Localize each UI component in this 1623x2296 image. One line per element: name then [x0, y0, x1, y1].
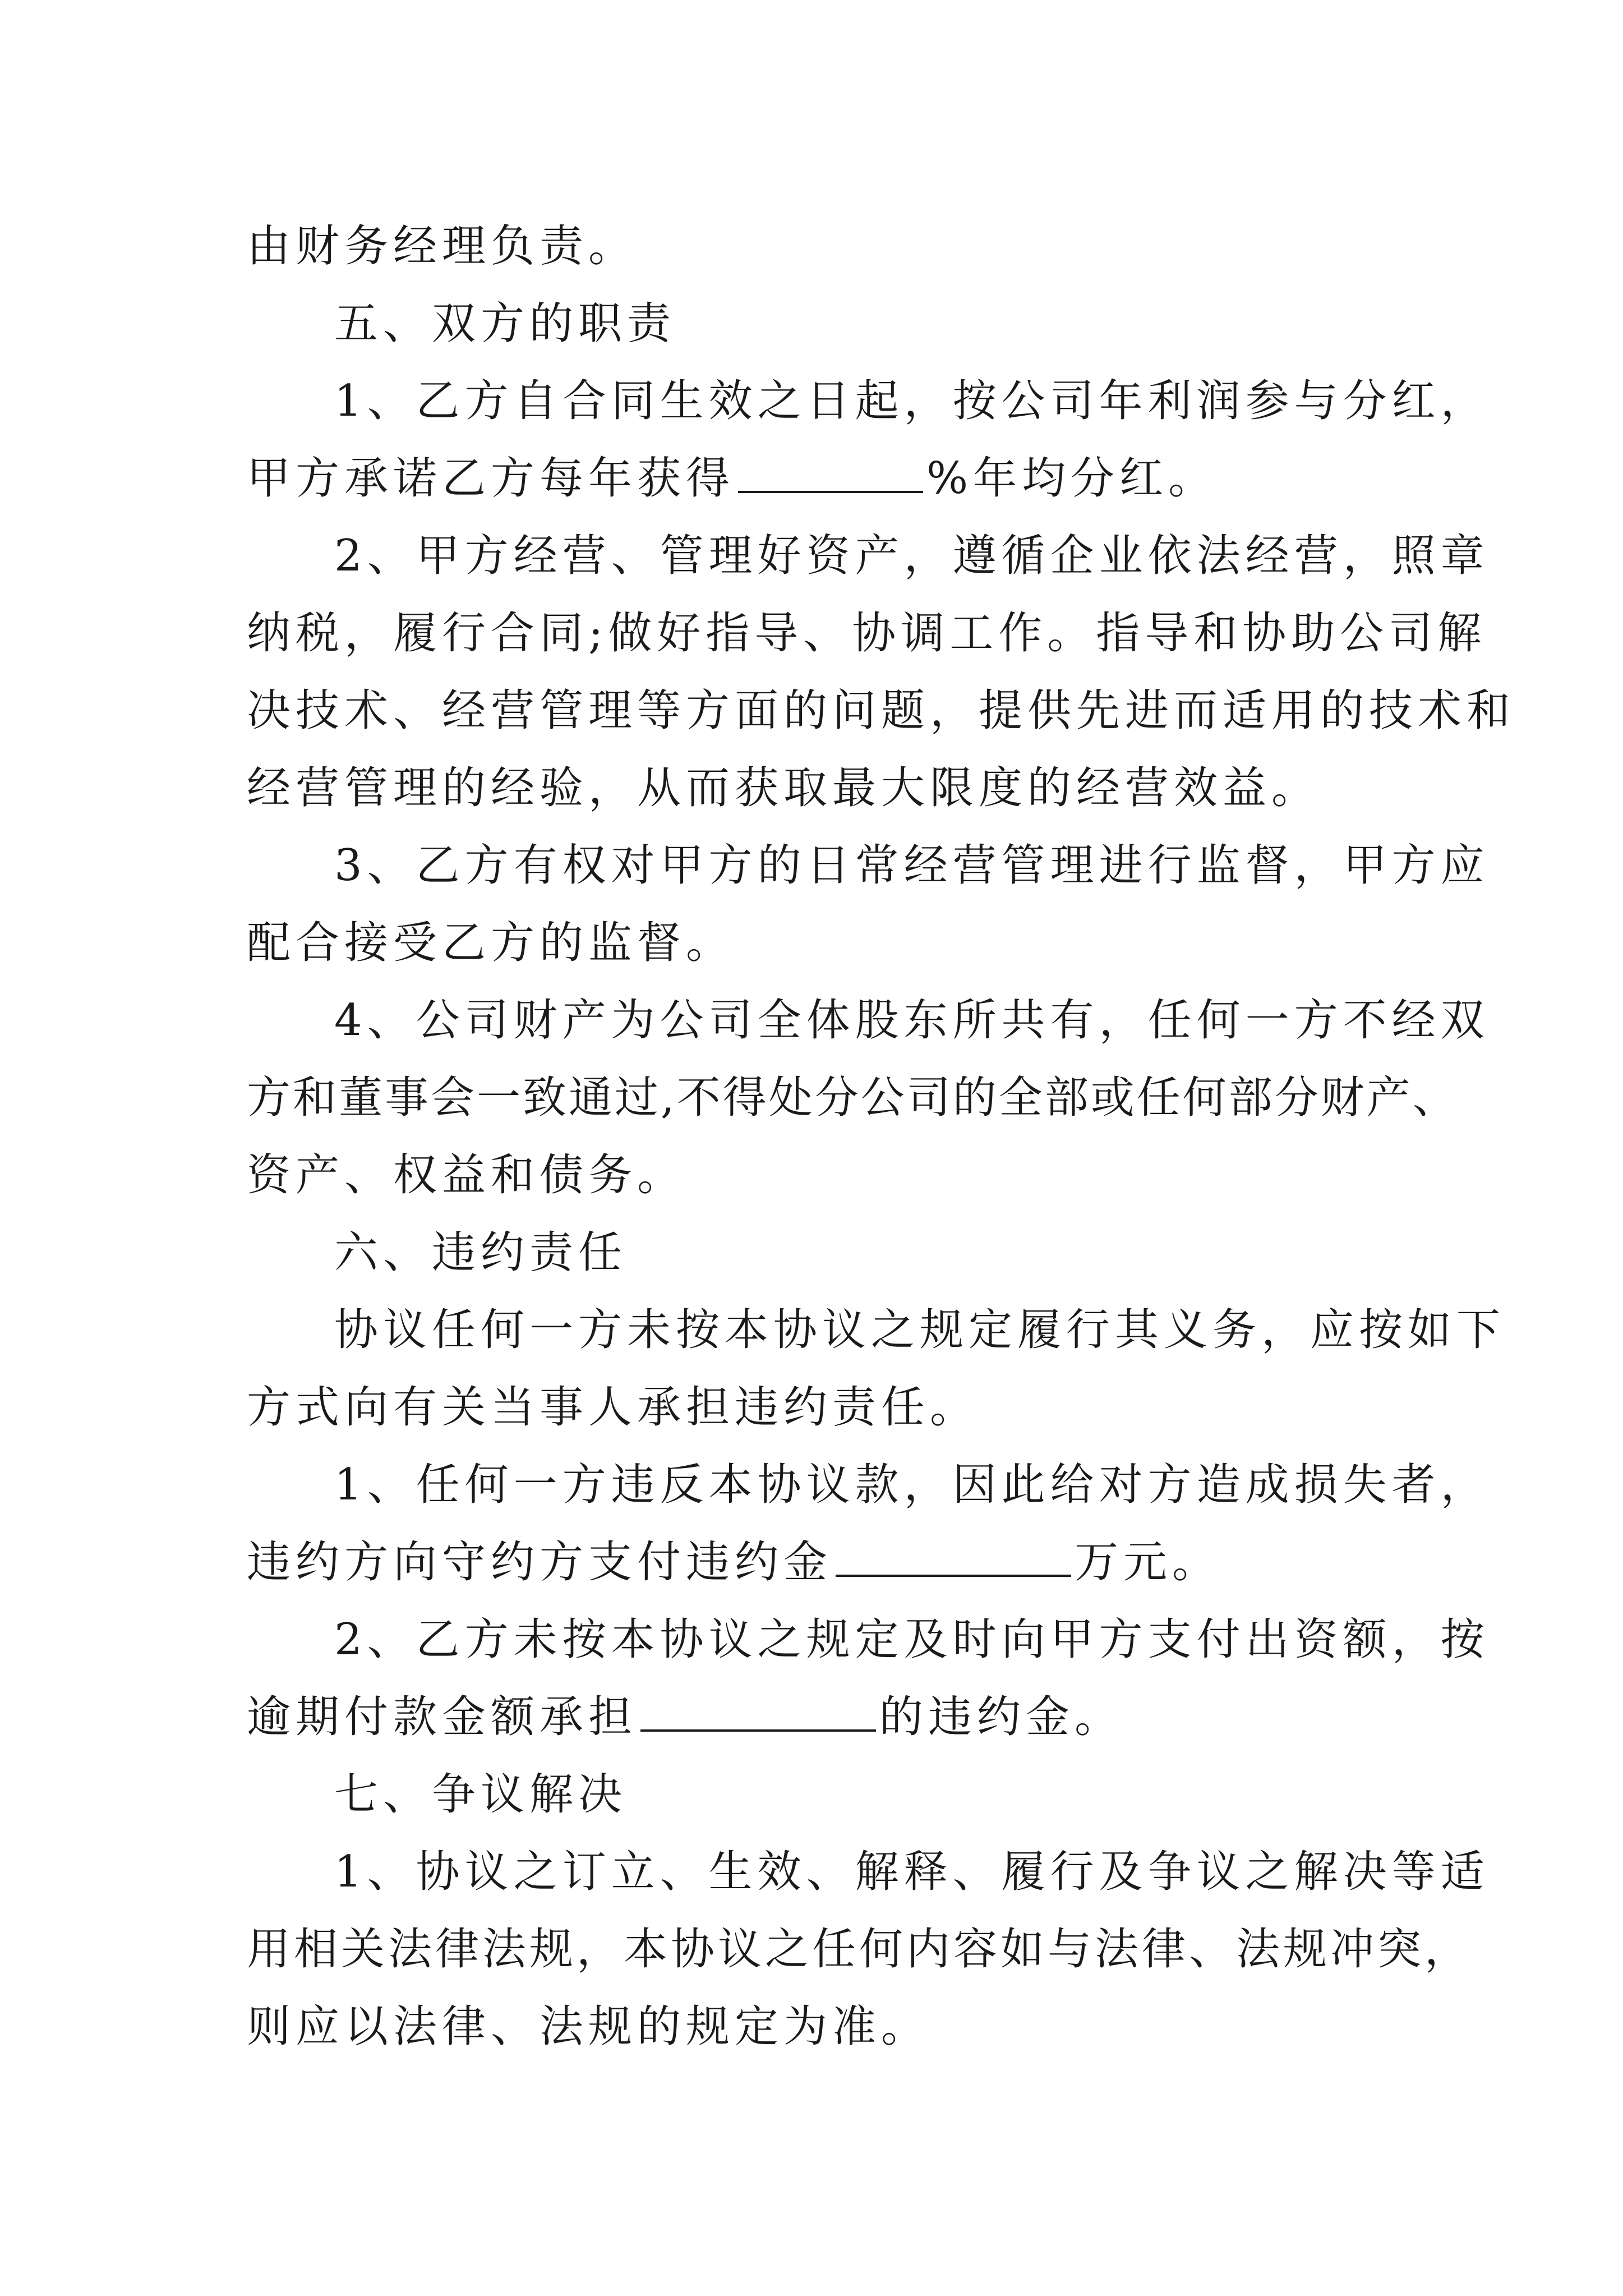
section-heading-dispute: 七、争议解决 — [334, 1769, 628, 1820]
paragraph-line: 配合接受乙方的监督。 — [247, 918, 735, 968]
paragraph-line-with-blank — [247, 1524, 1380, 1601]
text-segment: 万元。 — [1075, 1537, 1221, 1588]
document-body — [247, 208, 1516, 2065]
paragraph-line: 2、甲方经营、管理好资产，遵循企业依法经营，照章 — [334, 531, 1490, 581]
paragraph-line: 2、乙方未按本协议之规定及时向甲方支付出资额，按 — [334, 1614, 1490, 1665]
paragraph-line: 1、任何一方违反本协议款，因此给对方造成损失者， — [334, 1460, 1490, 1510]
text-segment: %年均分红。 — [926, 453, 1218, 504]
text-segment: 的违约金。 — [879, 1692, 1124, 1742]
paragraph-line: 4、公司财产为公司全体股东所共有，任何一方不经双 — [334, 995, 1490, 1046]
paragraph-line-with-blank — [247, 1678, 1380, 1756]
paragraph-line: 经营管理的经验，从而获取最大限度的经营效益。 — [247, 763, 1321, 813]
paragraph-line: 资产、权益和债务。 — [247, 1150, 686, 1200]
paragraph-line: 1、协议之订立、生效、解释、履行及争议之解决等适 — [334, 1847, 1490, 1897]
paragraph-line: 方式向有关当事人承担违约责任。 — [247, 1382, 979, 1433]
paragraph-line: 决技术、经营管理等方面的问题，提供先进而适用的技术和 — [247, 685, 1516, 736]
paragraph-line: 则应以法律、法规的规定为准。 — [247, 2001, 930, 2052]
fill-in-blank-penalty-amount[interactable] — [836, 1538, 1071, 1577]
text-segment: 甲方承诺乙方每年获得 — [247, 453, 735, 504]
text-segment: 逾期付款金额承担 — [247, 1692, 638, 1742]
paragraph-line: 用相关法律法规，本协议之任何内容如与法律、法规冲突， — [247, 1924, 1472, 1975]
paragraph-line: 3、乙方有权对甲方的日常经营管理进行监督，甲方应 — [334, 840, 1490, 891]
fill-in-blank-late-penalty[interactable] — [640, 1692, 876, 1732]
section-heading-duties: 五、双方的职责 — [334, 298, 676, 349]
paragraph-line: 协议任何一方未按本协议之规定履行其义务，应按如下 — [334, 1305, 1506, 1355]
fill-in-blank-dividend-percent[interactable] — [738, 454, 923, 493]
paragraph-line: 由财务经理负责。 — [247, 221, 638, 272]
paragraph-line: 1、乙方自合同生效之日起，按公司年利润参与分红， — [334, 376, 1490, 426]
paragraph-line: 纳税，履行合同;做好指导、协调工作。指导和协助公司解 — [247, 608, 1487, 659]
paragraph-line-with-blank — [247, 440, 1380, 517]
section-heading-breach: 六、违约责任 — [334, 1227, 628, 1278]
text-segment: 违约方向守约方支付违约金 — [247, 1537, 833, 1588]
paragraph-line: 方和董事会一致通过,不得处分公司的全部或任何部分财产、 — [247, 1073, 1459, 1123]
